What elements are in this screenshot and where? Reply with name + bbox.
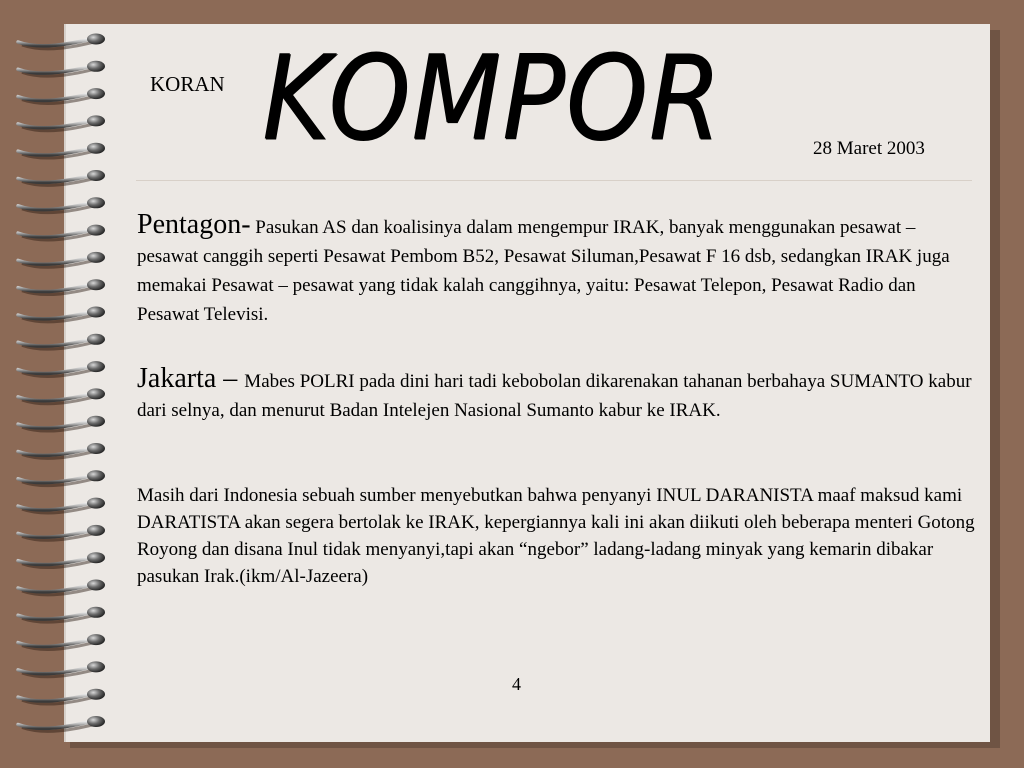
binding-coil	[18, 661, 105, 676]
binding-coil	[18, 361, 105, 376]
issue-date: 28 Maret 2003	[813, 138, 925, 159]
binding-coil	[18, 416, 105, 431]
article-dateline: Pentagon-	[137, 209, 251, 240]
binding-coil	[18, 61, 105, 76]
article-pentagon	[137, 210, 977, 329]
spiral-binding-icon	[0, 18, 135, 746]
binding-coil	[18, 388, 105, 403]
binding-coil	[18, 443, 105, 458]
binding-coil	[18, 307, 105, 322]
binding-coil	[18, 115, 105, 130]
binding-coil	[18, 88, 105, 103]
article-inul	[137, 482, 977, 590]
kicker: KORAN	[150, 72, 225, 96]
article-body: Masih dari Indonesia sebuah sumber menyebutkan bahwa penyanyi INUL DARANISTA maaf maksud kami DARATISTA akan segera bertolak ke IRAK, kepergiannya kali ini akan diikuti oleh beberapa menteri Gotong Royong dan disana Inul tidak menyanyi,tapi akan “ngebor” ladang-ladang minyak yang kemarin dibakar pasukan Irak.(ikm/Al-Jazeera)	[137, 485, 975, 587]
article-jakarta	[137, 364, 977, 425]
binding-coil	[18, 580, 105, 595]
binding-coil	[18, 34, 105, 49]
binding-coil	[18, 252, 105, 267]
slide-number: 4	[512, 674, 521, 694]
header-divider	[136, 180, 972, 181]
binding-coil	[18, 143, 105, 158]
binding-coil	[18, 552, 105, 567]
binding-coil	[18, 170, 105, 185]
masthead-title: KOMPOR	[262, 29, 722, 167]
binding-coil	[18, 279, 105, 294]
binding-coil	[18, 498, 105, 513]
binding-coil	[18, 634, 105, 649]
binding-coil	[18, 716, 105, 731]
article-body: Pasukan AS dan koalisinya dalam mengempur IRAK, banyak menggunakan pesawat – pesawat canggih seperti Pesawat Pembom B52, Pesawat Siluman,Pesawat F 16 dsb, sedangkan IRAK juga memakai Pesawat – pesawat yang tidak kalah canggihnya, yaitu: Pesawat Telepon, Pesawat Radio dan Pesawat Televisi.	[137, 217, 950, 325]
article-dateline: Jakarta –	[137, 363, 245, 394]
article-body: Mabes POLRI pada dini hari tadi kebobolan dikarenakan tahanan berbahaya SUMANTO kabur dari selnya, dan menurut Badan Intelejen Nasional Sumanto kabur ke IRAK.	[137, 371, 972, 421]
binding-coil	[18, 525, 105, 540]
binding-coil	[18, 334, 105, 349]
binding-coil	[18, 689, 105, 704]
binding-coil	[18, 225, 105, 240]
binding-coil	[18, 197, 105, 212]
binding-coil	[18, 470, 105, 485]
binding-coil	[18, 607, 105, 622]
